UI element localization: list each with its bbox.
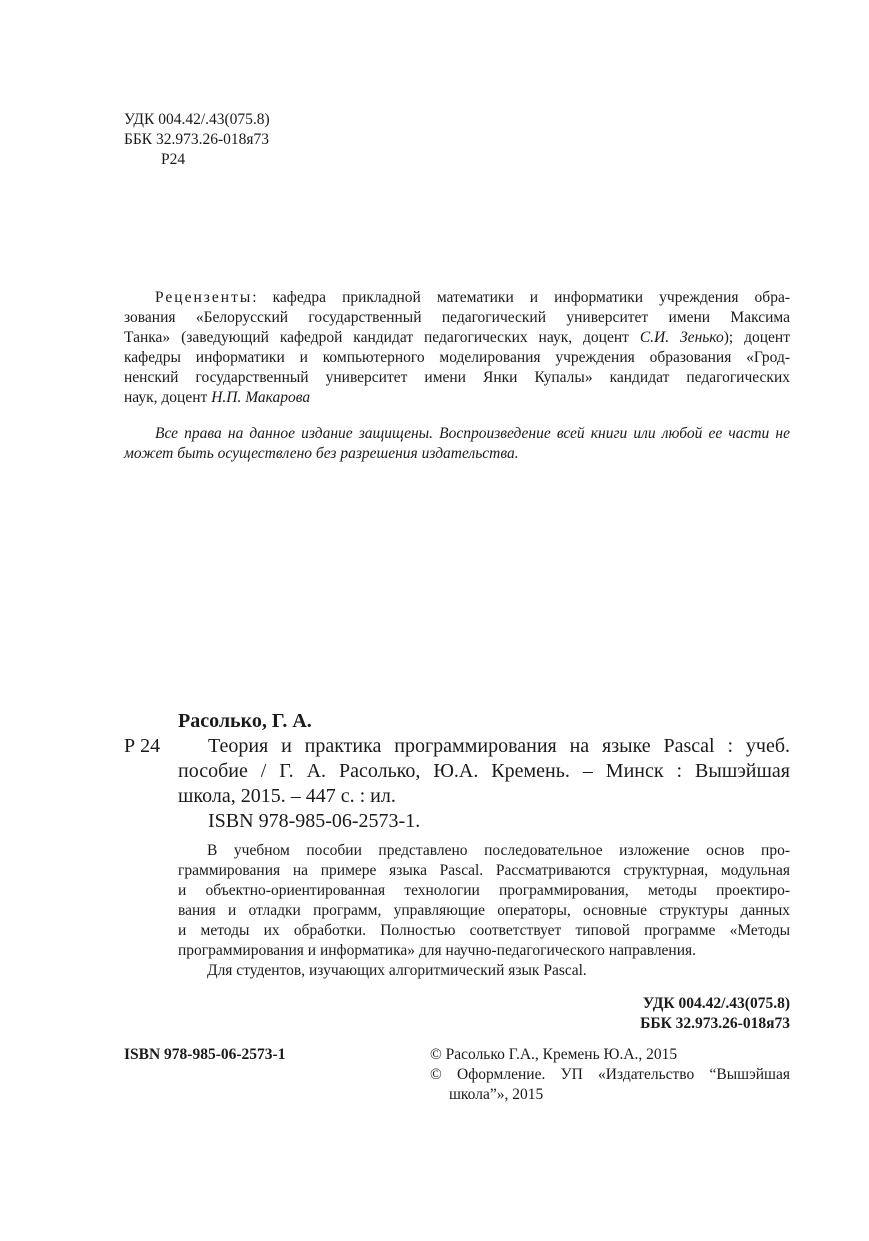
footer-isbn: ISBN 978-985-06-2573-1: [124, 1046, 286, 1063]
copyright-design-line-2: школа”», 2015: [449, 1086, 544, 1103]
reviewer-name-2: Н.П. Макарова: [211, 389, 311, 406]
catalog-title-line-3: школа, 2015. – 447 с. : ил.: [178, 785, 396, 807]
footer-codes: [500, 994, 790, 1034]
reviewers-line-2: зования «Белорусский государственный педагогический университет имени Максима: [124, 309, 790, 326]
author-code: Р24: [161, 151, 186, 168]
bbk-code: ББК 32.973.26-018я73: [124, 131, 270, 148]
annotation-line-2: граммирования на примере языка Pascal. Рассматриваются структурная, модульная: [178, 862, 790, 879]
annotation-line-5: и методы их обработки. Полностью соответствует типовой программе «Методы: [178, 922, 790, 939]
reviewers-label: Рецензенты: [155, 289, 253, 306]
reviewers-line-4: кафедры информатики и компьютерного моделирования учреждения образования «Грод-: [124, 349, 790, 366]
reviewers-line-6: наук, доцент Н.П. Макарова: [124, 389, 311, 406]
catalog-code: Р 24: [124, 735, 161, 757]
copyright-authors: © Расолько Г.А., Кремень Ю.А., 2015: [430, 1046, 678, 1063]
catalog-author: Расолько, Г. А.: [178, 710, 312, 732]
udk-code: УДК 004.42/.43(075.8): [124, 111, 270, 128]
reviewers-block: [124, 288, 790, 408]
annotation-line-6: программирования и информатика» для научно-педагогического направления.: [178, 942, 697, 959]
annotation-line-4: вания и отладки программ, управляющие операторы, основные структуры данных: [178, 902, 790, 919]
header-codes: [124, 110, 270, 170]
reviewers-line-3: Танка» (заведующий кафедрой кандидат педагогических наук, доцент С.И. Зенько); доцент: [124, 329, 790, 346]
rights-line-1: Все права на данное издание защищены. Воспроизведение всей книги или любой ее части не: [155, 425, 790, 442]
annotation-audience: Для студентов, изучающих алгоритмический язык Pascal.: [207, 962, 587, 979]
copyright-design-line-1: © Оформление. УП «Издательство “Вышэйшая: [430, 1066, 790, 1083]
catalog-title: [178, 734, 790, 834]
annotation-line-3: и объектно-ориентированная технологии программирования, методы проектиро-: [178, 882, 790, 899]
catalog-title-line-1: Теория и практика программирования на языке Pascal : учеб.: [208, 735, 790, 757]
copyright-block: [430, 1045, 790, 1105]
reviewer-name-1: С.И. Зенько: [639, 329, 724, 346]
rights-notice: [124, 424, 790, 464]
rights-line-2: может быть осуществлено без разрешения издательства.: [124, 445, 519, 462]
annotation-line-1: В учебном пособии представлено последовательное изложение основ про-: [207, 842, 790, 859]
catalog-title-line-2: пособие / Г. А. Расолько, Ю.А. Кремень. – Минск : Вышэйшая: [178, 760, 790, 782]
catalog-isbn: ISBN 978-985-06-2573-1.: [208, 810, 421, 832]
reviewers-line-1: Рецензенты: кафедра прикладной математики и информатики учреждения обра-: [155, 289, 790, 306]
footer-bbk: ББК 32.973.26-018я73: [640, 1015, 790, 1032]
footer-udk: УДК 004.42/.43(075.8): [642, 995, 790, 1012]
reviewers-line-5: ненский государственный университет имени Янки Купалы» кандидат педагогических: [124, 369, 790, 386]
annotation: [178, 841, 790, 981]
